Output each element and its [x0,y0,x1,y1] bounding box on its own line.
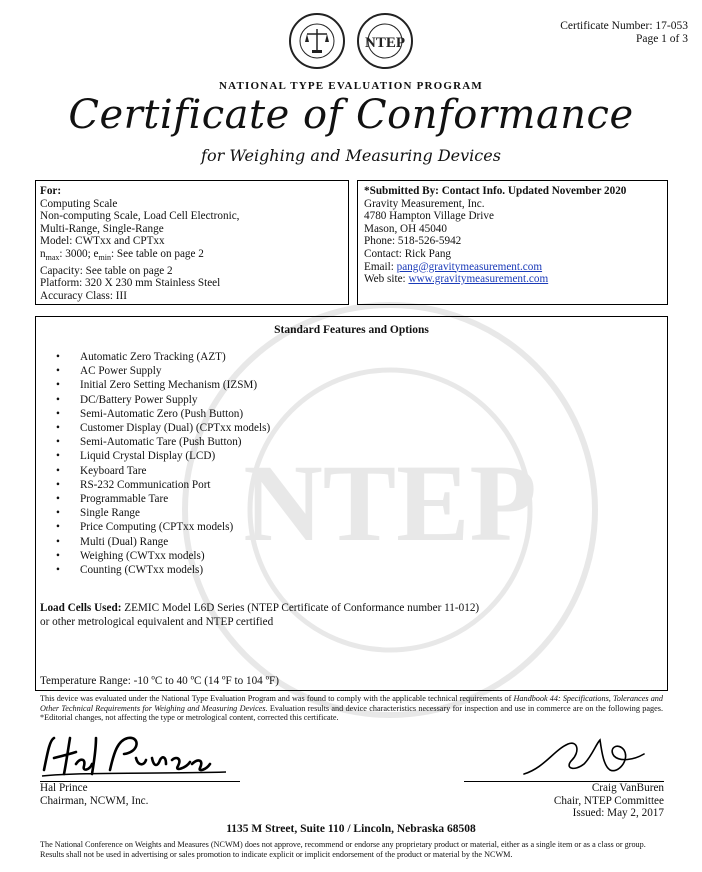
list-item: • Initial Zero Setting Mechanism (IZSM) [80,378,270,392]
website-link[interactable]: www.gravitymeasurement.com [408,273,549,286]
ntep-seal-icon [356,12,414,70]
for-line: Capacity: See table on page 2 [40,264,173,277]
signature-left [40,730,240,807]
load-cells-text: ZEMIC Model L6D Series (NTEP Certificate of Conformance number 11-012) [121,602,480,614]
load-cells-line [40,602,479,616]
load-cells-line2: or other metrological equivalent and NTEP certified [40,615,274,628]
for-line: Multi-Range, Single-Range [40,222,164,235]
load-cells-label: Load Cells Used: [40,602,122,614]
list-item: • AC Power Supply [80,364,270,378]
list-item: • Price Computing (CPTxx models) [80,520,270,534]
for-line: Computing Scale [40,197,118,210]
for-line: Platform: 320 X 230 mm Stainless Steel [40,277,221,290]
emin-sub: min [98,253,111,263]
disclaimer-part1: This device was evaluated under the National Type Evaluation Program and was found to comply with the applicable technical requirements of [40,694,514,703]
nmax-line [40,248,344,265]
contact: Contact: Rick Pang [364,247,452,260]
temperature-range: Temperature Range: -10 ºC to 40 ºC (14 ºF to 104 ºF) [40,675,279,687]
nmax-sub: max [45,253,60,263]
signer-title: Chair, NTEP Committee [553,794,664,807]
ncwm-address: 1135 M Street, Suite 110 / Lincoln, Nebraska 68508 [226,823,476,835]
submitted-by-box [357,180,668,305]
list-item: • Liquid Crystal Display (LCD) [80,449,270,463]
certificate-meta [560,20,688,46]
svg-text:NTEP: NTEP [364,35,406,51]
issued-date: Issued: May 2, 2017 [572,807,664,820]
phone: Phone: 518-526-5942 [364,235,462,248]
disclaimer-part2: Evaluation results and device characteristics necessary for inspection and use in commerce are on the following pages. *Editorial changes, not affecting the type or metrological content, corrected this certificate. [40,703,663,723]
list-item: • RS-232 Communication Port [80,478,270,492]
footer-disclaimer: The National Conference on Weights and Measures (NCWM) does not approve, recommend or endorse any proprietary product or material, either as a single item or as a class or group. Results shall not be used in advertising or sales promotion to indicate explicit or implicit endorsement of the product or material by the NCWM. [40,840,646,859]
list-item: • Keyboard Tare [80,464,270,478]
ncwm-seal-icon [288,12,346,70]
list-item: • Customer Display (Dual) (CPTxx models) [80,421,270,435]
evaluation-disclaimer [40,694,663,723]
emin-value: : See table on page 2 [110,247,204,260]
for-box [35,180,349,305]
signer-title: Chairman, NCWM, Inc. [40,794,149,807]
list-item: • Semi-Automatic Tare (Push Button) [80,435,270,449]
list-item: • Semi-Automatic Zero (Push Button) [80,407,270,421]
email-label: Email: [364,260,397,273]
email-line [364,261,661,274]
email-link[interactable]: pang@gravitymeasurement.com [396,260,543,273]
handbook-reference: Handbook 44: Specifications, Tolerances and Other Technical Requirements for Weighing and Measuring Devices. [40,694,663,713]
for-line: Non-computing Scale, Load Cell Electronic, [40,210,240,223]
website-line [364,273,661,286]
hal-prince-signature-icon [40,730,230,780]
certificate-number: Certificate Number: 17-053 [560,20,688,32]
list-item: • Multi (Dual) Range [80,535,270,549]
website-label: Web site: [364,273,409,286]
nmax-label: n [40,247,46,260]
load-cells [40,602,479,629]
seals [288,12,416,72]
list-item: • Weighing (CWTxx models) [80,549,270,563]
craig-vanburen-signature-icon [514,730,664,780]
signer-name: Craig VanBuren [591,782,664,794]
page-title: Certificate of Conformance [68,92,634,138]
nmax-value: : 3000; e [59,247,99,260]
signature-right [464,730,664,820]
svg-text:NTEP: NTEP [243,442,537,564]
list-item: • Counting (CWTxx models) [80,563,270,577]
feature-list [80,350,270,577]
for-heading: For: [40,185,62,197]
list-item: • Single Range [80,506,270,520]
signer-name: Hal Prince [40,782,88,794]
page-subtitle: for Weighing and Measuring Devices [201,146,501,165]
street-address: 4780 Hampton Village Drive [364,210,494,223]
submitted-heading: *Submitted By: Contact Info. Updated November 2020 [364,185,627,197]
for-line: Accuracy Class: III [40,289,127,302]
list-item: • Automatic Zero Tracking (AZT) [80,350,270,364]
for-line: Model: CWTxx and CPTxx [40,235,165,248]
program-name: NATIONAL TYPE EVALUATION PROGRAM [218,80,484,92]
features-title: Standard Features and Options [274,324,429,336]
features-box [35,316,668,691]
page-number: Page 1 of 3 [635,33,688,45]
list-item: • DC/Battery Power Supply [80,393,270,407]
list-item: • Programmable Tare [80,492,270,506]
company-name: Gravity Measurement, Inc. [364,197,485,210]
city-state-zip: Mason, OH 45040 [364,222,447,235]
